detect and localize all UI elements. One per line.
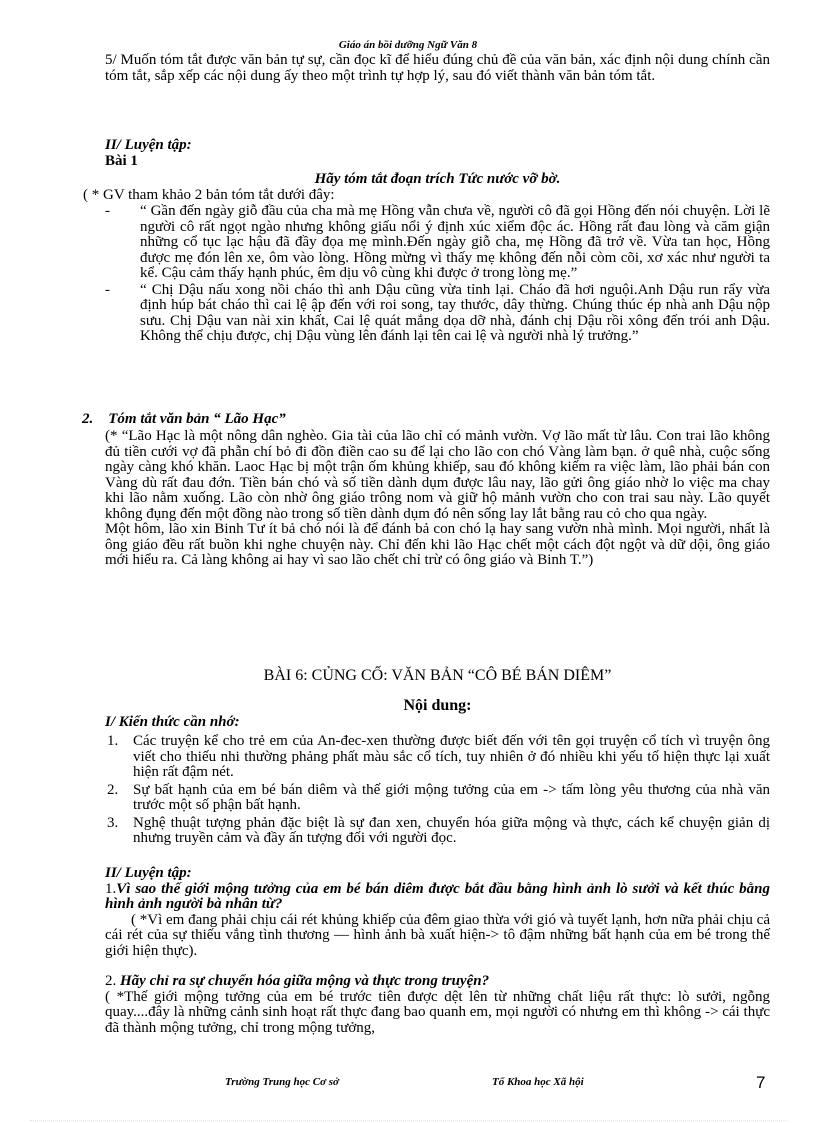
footer-department: Tổ Khoa học Xã hội	[492, 1076, 584, 1088]
header-title: Giáo án bồi dưỡng Ngữ Văn 8	[338, 39, 478, 51]
answer-1: ( *Vì em đang phải chịu cái rét khủng khiếp của đêm giao thừa với gió và tuyết lạnh, hơn nữa phải chịu cả cái rét của sự thiếu vắng tình thương — hình ảnh bà xuất hiện-> tô đậm những bất hạnh của em bé trong thế giới hiện thực).	[105, 911, 770, 959]
summary-item-2	[105, 283, 770, 345]
lesson-6-practice	[105, 866, 770, 1036]
summary-item-text: “ Gần đến ngày giỗ đầu của cha mà mẹ Hồng vẫn chưa về, người cô đã gọi Hồng đến nói chuyện. Lời lẽ người cô rất ngọt ngào nhưng không giấu nổi ý định xúc xiểm độc ác. Hồng rất đau lòng và căm giận những cổ tục lạc hậu đã đầy đọa mẹ mình.Đến ngày giỗ cha, mẹ Hồng đã trở về. Vừa tan học, Hồng được mẹ đón lên xe, ôm vào lòng. Hồng mừng vì thấy mẹ không đến nỗi còm cõi, xơ xác như người ta kể. Cậu cảm thấy hạnh phúc, êm dịu vô cùng khi được ở trong lòng mẹ.”	[140, 203, 770, 281]
practice-section-1	[105, 138, 770, 169]
knowledge-item-text: Nghệ thuật tượng phản đặc biệt là sự đan xen, chuyển hóa giữa mộng và thực, cách kể chuyện giản dị nhưng truyền cảm và đầy ấn tượng đối với người đọc.	[133, 814, 770, 846]
summary-2-heading-block	[82, 412, 770, 428]
answer-2: ( *Thế giới mộng tưởng của em bé trước tiên được dệt lên từ những chất liệu rất thực: lò sưởi, ngỗng quay....đây là những cảnh sinh hoạt rất thực đang bao quanh em, mọi người có nhưng em thì không -> cái thực đã thành mộng tưởng, chỉ trong mộng tưởng,	[105, 988, 770, 1036]
practice-heading: II/ Luyện tập:	[105, 137, 192, 153]
teacher-note-block	[83, 188, 770, 204]
intro-paragraph	[105, 53, 770, 84]
number-marker: 3.	[107, 814, 119, 831]
knowledge-heading: I/ Kiến thức cần nhớ:	[105, 714, 240, 730]
knowledge-item-2	[107, 783, 770, 814]
knowledge-item-text: Sự bất hạnh của em bé bán diêm và thế giới mộng tưởng của em -> tấm lòng yêu thương của nhà văn trước một số phận bất hạnh.	[133, 781, 770, 813]
knowledge-section	[105, 715, 770, 731]
question-1	[105, 882, 770, 913]
dash-marker: -	[105, 281, 110, 298]
knowledge-item-text: Các truyện kể cho trẻ em của An-đec-xen thường được biết đến với tên gọi truyện cổ tích vì truyện ông viết cho thiếu nhi thường phảng phất màu sắc cổ tích, tuy nhiên ở đó nhiều khi yếu tố hiện thực lại xuất hiện rất đậm nét.	[133, 733, 770, 780]
dash-marker: -	[105, 203, 110, 219]
summary-item-1	[105, 204, 770, 282]
intro-text: 5/ Muốn tóm tắt được văn bản tự sự, cần đọc kĩ để hiểu đúng chủ đề của văn bản, xác định nội dung chính cần tóm tắt, sắp xếp các nội dung ấy theo một trình tự hợp lý, sau đó viết thành văn bản tóm tắt.	[105, 52, 770, 84]
summary-2-number: 2.	[82, 411, 94, 427]
summary-item-text: “ Chị Dậu nấu xong nồi cháo thì anh Dậu cũng vừa tỉnh lại. Cháo đã hơi nguội.Anh Dậu run rẩy vừa định húp bát cháo thì cai lệ ập đến với roi song, tay thước, dây thừng. Chúng thúc ép nhà anh Dậu nộp sưu. Chị Dậu van nài xin khất, Cai lệ quát mắng dọa dỡ nhà, đánh chị Dậu rồi xông đến trói anh Dậu. Không thể chịu được, chị Dậu vùng lên đánh lại tên cai lệ và người nhà lý trưởng.”	[140, 281, 770, 344]
summary-2-body	[105, 429, 770, 569]
exercise-label: Bài 1	[105, 152, 138, 169]
number-marker: 2.	[107, 781, 119, 798]
footer-school: Trường Trung học Cơ sở	[225, 1076, 339, 1088]
teacher-note: ( * GV tham khảo 2 bản tóm tắt dưới đây:	[83, 187, 335, 203]
summary-2-para-1: (* “Lão Hạc là một nông dân nghèo. Gia tài của lão chỉ có mảnh vườn. Vợ lão mất từ lâu. Con trai lão không đủ tiền cưới vợ đã phẫn chí bỏ đi đồn điền cao su để lại cho lão con chó Vàng làm bạn. ở quê nhà, cuộc sống ngày càng khó khăn. Laoc Hạc bị một trận ốm khủng khiếp, sau đó không kiếm ra việc làm, lão phải bán con Vàng dù rất đau đớn. Tiền bán chó và số tiền dành dụm được lâu nay, lão gửi ông giáo nhờ lo việc ma chay khi lão nằm xuống. Lão còn nhờ ông giáo trông nom và giữ hộ mảnh vườn cho con trai sau này. Lão quyết không đụng đến một đồng nào trong số tiền dành dụm đó nên sống lay lắt bằng rau cỏ cho qua ngày.	[105, 428, 770, 522]
question-2-text: Hãy chỉ ra sự chuyển hóa giữa mộng và thực trong truyện?	[120, 973, 490, 989]
knowledge-list	[107, 734, 770, 847]
summary-2-heading	[82, 412, 770, 428]
exercise-title: Hãy tóm tắt đoạn trích Tức nước vỡ bờ.	[314, 171, 561, 187]
question-2-number: 2.	[105, 973, 117, 989]
number-marker: 1.	[107, 733, 119, 749]
summary-list	[105, 204, 770, 345]
knowledge-item-1	[107, 734, 770, 781]
question-1-text: Vì sao thế giới mộng tưởng của em bé bán diêm được bắt đầu bằng hình ảnh lò sưởi và kết thúc bằng hình ảnh người bà nhân từ?	[105, 880, 770, 912]
page-divider	[30, 1120, 786, 1121]
summary-2-title-quote: “ Lão Hạc”	[213, 411, 286, 427]
summary-2-para-2: Một hôm, lão xin Binh Tư ít bả chó nói là để đánh bả con chó lạ hay sang vườn nhà mình. Mọi người, nhất là ông giáo đều rất buồn khi nghe chuyện này. Chỉ đến khi lão Hạc chết một cách đột ngột và dữ dội, ông giáo mới hiểu ra. Cả làng không ai hay vì sao lão chết chỉ trừ có ông giáo và Binh T.”)	[105, 521, 770, 568]
question-1-number: 1.	[105, 880, 117, 897]
page-number: 7	[756, 1073, 766, 1092]
lesson-6-subtitle: Nội dung:	[403, 697, 472, 714]
question-2	[105, 974, 770, 990]
knowledge-item-3	[107, 816, 770, 847]
summary-2-title-prefix: Tóm tắt văn bản	[108, 411, 210, 427]
lesson-6-title-block	[105, 668, 770, 684]
lesson-6-subtitle-block	[105, 698, 770, 714]
exercise-title-block	[105, 172, 770, 188]
lesson-6-title: BÀI 6: CỦNG CỐ: VĂN BẢN “CÔ BÉ BÁN DIÊM”	[263, 667, 612, 684]
lesson-6-practice-heading: II/ Luyện tập:	[105, 865, 192, 881]
